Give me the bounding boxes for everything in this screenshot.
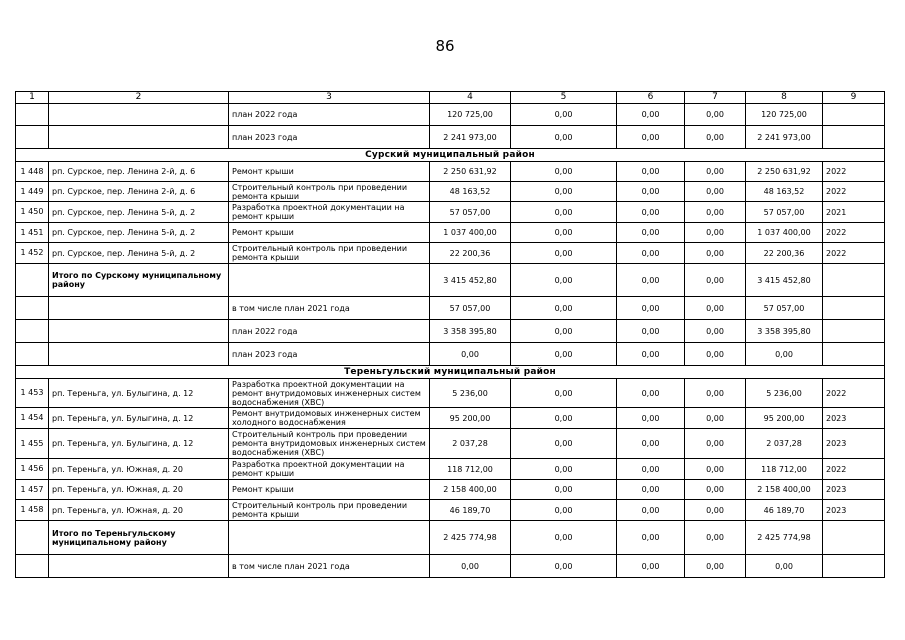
plan-year-row bbox=[16, 104, 885, 126]
owners-funds-cell: 22 200,36 bbox=[746, 243, 823, 264]
table-row bbox=[16, 223, 885, 243]
fund-cell: 0,00 bbox=[511, 379, 617, 408]
address-cell bbox=[49, 104, 229, 126]
column-number: 4 bbox=[430, 92, 511, 104]
owners-funds-cell: 57 057,00 bbox=[746, 202, 823, 223]
local-budget-cell: 0,00 bbox=[685, 297, 746, 320]
table-row bbox=[16, 202, 885, 223]
address-cell: Итого по Сурскому муниципальному району bbox=[49, 264, 229, 297]
owners-funds-cell: 0,00 bbox=[746, 555, 823, 578]
regional-budget-cell: 0,00 bbox=[617, 126, 685, 149]
address-cell bbox=[49, 126, 229, 149]
fund-cell: 0,00 bbox=[511, 343, 617, 366]
page-number: 86 bbox=[435, 37, 455, 55]
owners-funds-cell: 57 057,00 bbox=[746, 297, 823, 320]
work-type-cell: Ремонт крыши bbox=[229, 223, 430, 243]
row-number bbox=[16, 126, 49, 149]
fund-cell: 0,00 bbox=[511, 223, 617, 243]
address-cell bbox=[49, 343, 229, 366]
table-row bbox=[16, 182, 885, 202]
row-number: 1 455 bbox=[16, 429, 49, 459]
plan-year-row bbox=[16, 126, 885, 149]
total-cost-cell: 48 163,52 bbox=[430, 182, 511, 202]
column-number: 8 bbox=[746, 92, 823, 104]
total-cost-cell: 95 200,00 bbox=[430, 408, 511, 429]
year-cell: 2023 bbox=[823, 429, 885, 459]
total-cost-cell: 3 358 395,80 bbox=[430, 320, 511, 343]
address-cell: рп. Сурское, пер. Ленина 2-й, д. 6 bbox=[49, 162, 229, 182]
year-cell: 2021 bbox=[823, 202, 885, 223]
owners-funds-cell: 48 163,52 bbox=[746, 182, 823, 202]
row-number: 1 458 bbox=[16, 500, 49, 521]
total-cost-cell: 2 158 400,00 bbox=[430, 480, 511, 500]
owners-funds-cell: 0,00 bbox=[746, 343, 823, 366]
address-cell bbox=[49, 297, 229, 320]
year-cell bbox=[823, 126, 885, 149]
row-number bbox=[16, 521, 49, 555]
regional-budget-cell: 0,00 bbox=[617, 223, 685, 243]
table-row bbox=[16, 243, 885, 264]
address-cell: рп. Тереньга, ул. Южная, д. 20 bbox=[49, 459, 229, 480]
regional-budget-cell: 0,00 bbox=[617, 297, 685, 320]
local-budget-cell: 0,00 bbox=[685, 500, 746, 521]
fund-cell: 0,00 bbox=[511, 264, 617, 297]
year-cell bbox=[823, 320, 885, 343]
local-budget-cell: 0,00 bbox=[685, 521, 746, 555]
total-cost-cell: 2 037,28 bbox=[430, 429, 511, 459]
plan-year-row bbox=[16, 297, 885, 320]
year-cell bbox=[823, 555, 885, 578]
fund-cell: 0,00 bbox=[511, 555, 617, 578]
owners-funds-cell: 5 236,00 bbox=[746, 379, 823, 408]
owners-funds-cell: 118 712,00 bbox=[746, 459, 823, 480]
column-number: 7 bbox=[685, 92, 746, 104]
total-cost-cell: 120 725,00 bbox=[430, 104, 511, 126]
column-number-header bbox=[16, 92, 885, 104]
year-cell: 2023 bbox=[823, 500, 885, 521]
regional-budget-cell: 0,00 bbox=[617, 429, 685, 459]
row-number: 1 449 bbox=[16, 182, 49, 202]
local-budget-cell: 0,00 bbox=[685, 182, 746, 202]
district-section-row bbox=[16, 149, 885, 162]
column-number: 9 bbox=[823, 92, 885, 104]
owners-funds-cell: 2 425 774,98 bbox=[746, 521, 823, 555]
total-cost-cell: 57 057,00 bbox=[430, 202, 511, 223]
owners-funds-cell: 1 037 400,00 bbox=[746, 223, 823, 243]
year-cell: 2022 bbox=[823, 243, 885, 264]
total-cost-cell: 3 415 452,80 bbox=[430, 264, 511, 297]
column-number: 5 bbox=[511, 92, 617, 104]
local-budget-cell: 0,00 bbox=[685, 243, 746, 264]
row-number bbox=[16, 104, 49, 126]
district-section-row bbox=[16, 366, 885, 379]
table-row bbox=[16, 500, 885, 521]
row-number: 1 448 bbox=[16, 162, 49, 182]
year-cell bbox=[823, 264, 885, 297]
total-cost-cell: 22 200,36 bbox=[430, 243, 511, 264]
local-budget-cell: 0,00 bbox=[685, 126, 746, 149]
regional-budget-cell: 0,00 bbox=[617, 480, 685, 500]
work-type-cell bbox=[229, 521, 430, 555]
local-budget-cell: 0,00 bbox=[685, 202, 746, 223]
year-cell bbox=[823, 343, 885, 366]
fund-cell: 0,00 bbox=[511, 500, 617, 521]
column-number: 2 bbox=[49, 92, 229, 104]
fund-cell: 0,00 bbox=[511, 202, 617, 223]
owners-funds-cell: 3 358 395,80 bbox=[746, 320, 823, 343]
year-cell: 2022 bbox=[823, 223, 885, 243]
work-type-cell: Ремонт крыши bbox=[229, 162, 430, 182]
row-number: 1 450 bbox=[16, 202, 49, 223]
plan-year-row bbox=[16, 320, 885, 343]
total-cost-cell: 2 250 631,92 bbox=[430, 162, 511, 182]
regional-budget-cell: 0,00 bbox=[617, 500, 685, 521]
work-type-cell: Строительный контроль при проведении ремонта внутридомовых инженерных систем водоснабжения (ХВС) bbox=[229, 429, 430, 459]
owners-funds-cell: 2 241 973,00 bbox=[746, 126, 823, 149]
year-cell: 2022 bbox=[823, 162, 885, 182]
work-type-cell: Строительный контроль при проведении ремонта крыши bbox=[229, 182, 430, 202]
year-cell bbox=[823, 104, 885, 126]
work-type-cell: в том числе план 2021 года bbox=[229, 555, 430, 578]
row-number: 1 457 bbox=[16, 480, 49, 500]
address-cell bbox=[49, 555, 229, 578]
fund-cell: 0,00 bbox=[511, 480, 617, 500]
total-cost-cell: 0,00 bbox=[430, 343, 511, 366]
local-budget-cell: 0,00 bbox=[685, 264, 746, 297]
work-type-cell: Разработка проектной документации на ремонт внутридомовых инженерных систем водоснабжения (ХВС) bbox=[229, 379, 430, 408]
regional-budget-cell: 0,00 bbox=[617, 264, 685, 297]
work-type-cell: план 2022 года bbox=[229, 320, 430, 343]
work-type-cell: план 2023 года bbox=[229, 126, 430, 149]
work-type-cell: план 2023 года bbox=[229, 343, 430, 366]
year-cell: 2022 bbox=[823, 182, 885, 202]
work-type-cell bbox=[229, 264, 430, 297]
year-cell: 2023 bbox=[823, 408, 885, 429]
total-cost-cell: 46 189,70 bbox=[430, 500, 511, 521]
address-cell: рп. Сурское, пер. Ленина 5-й, д. 2 bbox=[49, 243, 229, 264]
address-cell: рп. Тереньга, ул. Булыгина, д. 12 bbox=[49, 429, 229, 459]
fund-cell: 0,00 bbox=[511, 459, 617, 480]
row-number: 1 454 bbox=[16, 408, 49, 429]
local-budget-cell: 0,00 bbox=[685, 162, 746, 182]
local-budget-cell: 0,00 bbox=[685, 320, 746, 343]
owners-funds-cell: 2 158 400,00 bbox=[746, 480, 823, 500]
address-cell: рп. Сурское, пер. Ленина 2-й, д. 6 bbox=[49, 182, 229, 202]
district-total-row bbox=[16, 264, 885, 297]
regional-budget-cell: 0,00 bbox=[617, 459, 685, 480]
table-row bbox=[16, 379, 885, 408]
row-number: 1 451 bbox=[16, 223, 49, 243]
address-cell: рп. Сурское, пер. Ленина 5-й, д. 2 bbox=[49, 223, 229, 243]
column-number: 3 bbox=[229, 92, 430, 104]
local-budget-cell: 0,00 bbox=[685, 223, 746, 243]
address-cell: рп. Тереньга, ул. Булыгина, д. 12 bbox=[49, 408, 229, 429]
row-number bbox=[16, 343, 49, 366]
local-budget-cell: 0,00 bbox=[685, 343, 746, 366]
regional-budget-cell: 0,00 bbox=[617, 320, 685, 343]
address-cell: рп. Тереньга, ул. Южная, д. 20 bbox=[49, 500, 229, 521]
owners-funds-cell: 95 200,00 bbox=[746, 408, 823, 429]
regional-budget-cell: 0,00 bbox=[617, 202, 685, 223]
year-cell: 2022 bbox=[823, 379, 885, 408]
address-cell bbox=[49, 320, 229, 343]
table-row bbox=[16, 408, 885, 429]
work-type-cell: Разработка проектной документации на ремонт крыши bbox=[229, 202, 430, 223]
fund-cell: 0,00 bbox=[511, 162, 617, 182]
regional-budget-cell: 0,00 bbox=[617, 343, 685, 366]
fund-cell: 0,00 bbox=[511, 297, 617, 320]
program-table bbox=[15, 91, 885, 578]
owners-funds-cell: 3 415 452,80 bbox=[746, 264, 823, 297]
table-row bbox=[16, 162, 885, 182]
work-type-cell: план 2022 года bbox=[229, 104, 430, 126]
column-number: 6 bbox=[617, 92, 685, 104]
row-number bbox=[16, 555, 49, 578]
fund-cell: 0,00 bbox=[511, 243, 617, 264]
regional-budget-cell: 0,00 bbox=[617, 104, 685, 126]
regional-budget-cell: 0,00 bbox=[617, 162, 685, 182]
year-cell bbox=[823, 297, 885, 320]
local-budget-cell: 0,00 bbox=[685, 104, 746, 126]
work-type-cell: Ремонт внутридомовых инженерных систем холодного водоснабжения bbox=[229, 408, 430, 429]
fund-cell: 0,00 bbox=[511, 521, 617, 555]
total-cost-cell: 5 236,00 bbox=[430, 379, 511, 408]
plan-year-row bbox=[16, 555, 885, 578]
work-type-cell: Разработка проектной документации на ремонт крыши bbox=[229, 459, 430, 480]
address-cell: рп. Сурское, пер. Ленина 5-й, д. 2 bbox=[49, 202, 229, 223]
fund-cell: 0,00 bbox=[511, 182, 617, 202]
district-title: Тереньгульский муниципальный район bbox=[16, 366, 885, 379]
total-cost-cell: 1 037 400,00 bbox=[430, 223, 511, 243]
row-number: 1 452 bbox=[16, 243, 49, 264]
work-type-cell: в том числе план 2021 года bbox=[229, 297, 430, 320]
row-number: 1 456 bbox=[16, 459, 49, 480]
total-cost-cell: 0,00 bbox=[430, 555, 511, 578]
owners-funds-cell: 2 037,28 bbox=[746, 429, 823, 459]
regional-budget-cell: 0,00 bbox=[617, 555, 685, 578]
fund-cell: 0,00 bbox=[511, 126, 617, 149]
total-cost-cell: 2 425 774,98 bbox=[430, 521, 511, 555]
column-number: 1 bbox=[16, 92, 49, 104]
work-type-cell: Строительный контроль при проведении ремонта крыши bbox=[229, 500, 430, 521]
year-cell: 2022 bbox=[823, 459, 885, 480]
row-number bbox=[16, 264, 49, 297]
fund-cell: 0,00 bbox=[511, 320, 617, 343]
owners-funds-cell: 2 250 631,92 bbox=[746, 162, 823, 182]
year-cell bbox=[823, 521, 885, 555]
local-budget-cell: 0,00 bbox=[685, 555, 746, 578]
row-number bbox=[16, 297, 49, 320]
regional-budget-cell: 0,00 bbox=[617, 521, 685, 555]
year-cell: 2023 bbox=[823, 480, 885, 500]
total-cost-cell: 2 241 973,00 bbox=[430, 126, 511, 149]
regional-budget-cell: 0,00 bbox=[617, 379, 685, 408]
table-row bbox=[16, 429, 885, 459]
owners-funds-cell: 120 725,00 bbox=[746, 104, 823, 126]
table-row bbox=[16, 459, 885, 480]
work-type-cell: Строительный контроль при проведении ремонта крыши bbox=[229, 243, 430, 264]
plan-year-row bbox=[16, 343, 885, 366]
local-budget-cell: 0,00 bbox=[685, 408, 746, 429]
row-number bbox=[16, 320, 49, 343]
regional-budget-cell: 0,00 bbox=[617, 408, 685, 429]
total-cost-cell: 57 057,00 bbox=[430, 297, 511, 320]
district-total-row bbox=[16, 521, 885, 555]
local-budget-cell: 0,00 bbox=[685, 459, 746, 480]
regional-budget-cell: 0,00 bbox=[617, 182, 685, 202]
table-row bbox=[16, 480, 885, 500]
local-budget-cell: 0,00 bbox=[685, 379, 746, 408]
row-number: 1 453 bbox=[16, 379, 49, 408]
owners-funds-cell: 46 189,70 bbox=[746, 500, 823, 521]
fund-cell: 0,00 bbox=[511, 429, 617, 459]
fund-cell: 0,00 bbox=[511, 408, 617, 429]
regional-budget-cell: 0,00 bbox=[617, 243, 685, 264]
address-cell: Итого по Тереньгульскому муниципальному району bbox=[49, 521, 229, 555]
total-cost-cell: 118 712,00 bbox=[430, 459, 511, 480]
address-cell: рп. Тереньга, ул. Булыгина, д. 12 bbox=[49, 379, 229, 408]
district-title: Сурский муниципальный район bbox=[16, 149, 885, 162]
fund-cell: 0,00 bbox=[511, 104, 617, 126]
work-type-cell: Ремонт крыши bbox=[229, 480, 430, 500]
address-cell: рп. Тереньга, ул. Южная, д. 20 bbox=[49, 480, 229, 500]
local-budget-cell: 0,00 bbox=[685, 480, 746, 500]
local-budget-cell: 0,00 bbox=[685, 429, 746, 459]
